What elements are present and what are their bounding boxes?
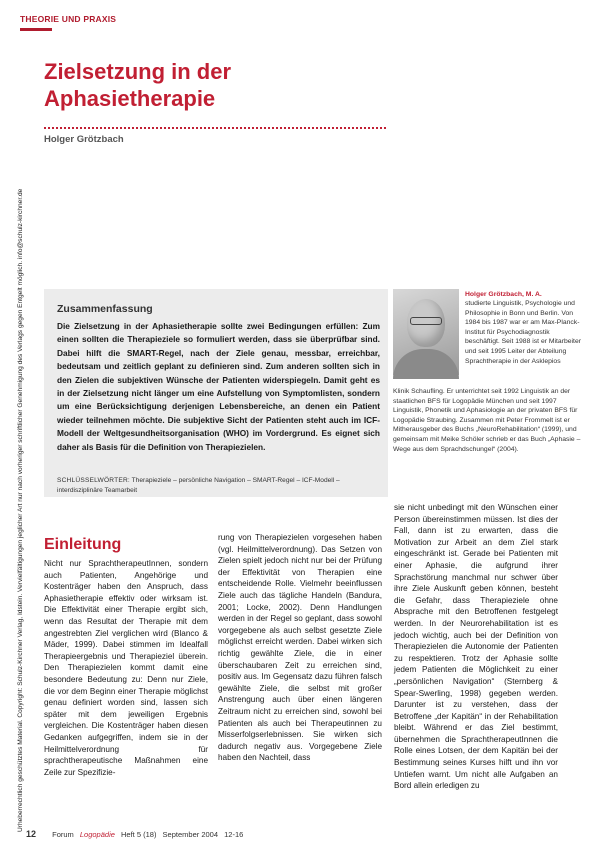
journal-date: September 2004	[162, 830, 219, 839]
side-copyright-notice	[0, 0, 24, 842]
abstract-text: Die Zielsetzung in der Aphasietherapie sollte zwei Bedingungen erfüllen: Zum einen sollten die Therapieziele so formuliert werden, dass sie überprüfbar sind. Dabei hilft die SMART-Regel, nach der Ziele genau, messbar, erreichbar, bedeutsam und zeitlich geplant zu definieren sind. Zum anderen sollten sich in den Zielen die subjektiven Wünsche der Patienten widerspiegeln. Damit geht es in der Zielsetzung nicht länger um eine Aufstellung von Symptomlisten, sondern um eine Berücksichtigung derjenigen Lebensbereiche, an denen ein Patient wieder teilnehmen möchte. Die subjektive Sicht der Patienten steht auch im ICF-Modell der Weltgesundheitsorganisation (WHO) im Vordergrund. Es eignet sich daher als Basis für die Definition von Therapiezielen.	[57, 321, 380, 452]
section-tag: THEORIE UND PRAXIS	[20, 14, 117, 24]
bio-text-top: studierte Linguistik, Psychologie und Philosophie in Bonn und Berlin. Von 1984 bis 1987 war er am Max-Planck-Institut für Psychodiagnostik beschäftigt. Seit 1988 ist er Mitarbeiter und seit 1995 Leiter der Abteilung Sprachtherapie in der Asklepios	[465, 300, 581, 365]
abstract-heading: Zusammenfassung	[57, 303, 153, 315]
body-column-2: rung von Therapiezielen vorgesehen haben (vgl. Heilmittelverordnung). Das Setzen von Zielen spielt jedoch nicht nur bei der Prüfung der Effektivität von Therapien eine entscheidende Rolle. Vielmehr beeinflussen Ziele auch das tägliche Handeln (Bandura, 2001; Locke, 2002). Denn Handlungen werden in der Regel so geplant, dass sowohl vorgegebene als auch selbst gesetzte Ziele möglichst erreicht werden. Dabei wirken sich richtig gewählte Ziele, die in einer überschaubaren Zeit zu erreichen sind, positiv aus. Im Gegensatz dazu führen falsch gewählte Ziele, die selbst mit großer Anstrengung auch über einen längeren Zeitraum nicht zu erreichen sind, sowohl bei Patienten als auch bei Therapeutinnen zu Misserfolgserlebnissen. Sie wirken sich dadurch negativ aus. Vorgegebene Ziele haben den Nachteil, dass	[218, 533, 382, 763]
title-line-1: Zielsetzung in der	[44, 59, 232, 84]
keywords	[57, 476, 380, 496]
journal-pages: 12-16	[224, 830, 244, 839]
author-name: Holger Grötzbach	[44, 134, 124, 145]
title-divider	[44, 127, 386, 129]
title-line-2: Aphasietherapie	[44, 86, 216, 111]
journal-name-italic: Logopädie	[79, 830, 115, 839]
section-tag-rule	[20, 28, 52, 31]
journal-name: Forum	[52, 830, 74, 839]
journal-issue: Heft 5 (18)	[121, 830, 157, 839]
body-column-1: Nicht nur SprachtherapeutInnen, sondern auch Patienten, Angehörige und Kostenträger haben den Anspruch, dass Aphasietherapie effektiv oder wirksam ist. Die Effektivität einer Therapie ergibt sich, wenn das Resultat der Therapie mit dem angestrebten Ziel verglichen wird (Blanco & Mäder, 1999). Dabei stimmen im Idealfall Therapieergebnis und Therapieziel überein. Den Therapiezielen kommt damit eine besondere Bedeutung zu: Denn nur Ziele, die vor dem Beginn einer Therapie möglichst genau definiert worden sind, lassen sich später mit dem jeweiligen Ergebnis vergleichen. Die Kostenträger haben diesen Gedanken aufgegriffen, indem sie in der Heilmittelverordnung für sprachtherapeutische Maßnahmen eine Zeile zur Spezifizie-	[44, 559, 208, 777]
page-footer	[26, 829, 247, 839]
bio-name: Holger Grötzbach, M. A.	[465, 291, 542, 298]
keywords-list: Therapieziele – persönliche Navigation – SMART-Regel – ICF-Modell – interdisziplinäre Teamarbeit	[57, 477, 340, 494]
side-copyright-text: Urheberrechtlich geschütztes Material. Copyright: Schulz-Kirchner Verlag, Idstein. Vervielfältigungen jeglicher Art nur nach vorheriger schriftlicher Genehmigung des Verlags gegen Entgelt möglich. info@schulz-kirchner.de	[17, 188, 24, 832]
bio-text-rest: Klinik Schaufling. Er unterrichtet seit 1992 Linguistik an der staatlichen BFS für Logopädie München und seit 1997 Linguistik, Phonetik und Aphasiologie an der privaten BFS für Logopädie Straubing. Zusammen mit Peter Frommelt ist er Mitherausgeber des Buchs „NeuroRehabilitation“ (1999), und gemeinsam mit Meike Schöler schrieb er das Buch „Aphasie – Wege aus dem Sprachdschungel“ (2004).	[393, 388, 581, 453]
body-column-3: sie nicht unbedingt mit den Wünschen einer Person übereinstimmen müssen. Ist dies der Fall, dann ist zu erwarten, dass die Motivation zur Arbeit an dem Ziel stark eingeschränkt ist. Gerade bei Patienten mit einer Aphasie, die aufgrund ihrer Sprachstörung manchmal nur schwer über ihre Ziele Auskunft geben können, besteht die Gefahr, dass Therapieziele ohne Absprache mit den Betroffenen festgelegt werden. In der Neurorehabilitation ist es jedoch wichtig, auch bei der Definition von Therapiezielen die Autonomie der Patienten zu respektieren. Trotz der Aphasie sollte jedem Patienten die Möglichkeit zu einer „persönlichen Navigation“ (Sternberg & Spear-Swerling, 1998) gegeben werden. Darunter ist zu verstehen, dass der Betroffene „der Kapitän“ in der Rehabilitation bleibt. Während er das Ziel bestimmt, übernehmen die SprachtherapeutInnen die Rolle eines Lotsen, der dem Kapitän bei der Bestimmung seines Kurses hilft und ihn vor Untiefen warnt. Um nicht alle Aufgaben an Bord allein erledigen zu	[394, 503, 558, 791]
keywords-label: SCHLÜSSELWÖRTER:	[57, 477, 130, 484]
article-title	[44, 58, 404, 112]
author-photo	[393, 289, 459, 375]
section-heading: Einleitung	[44, 536, 122, 553]
page-number: 12	[26, 829, 37, 839]
